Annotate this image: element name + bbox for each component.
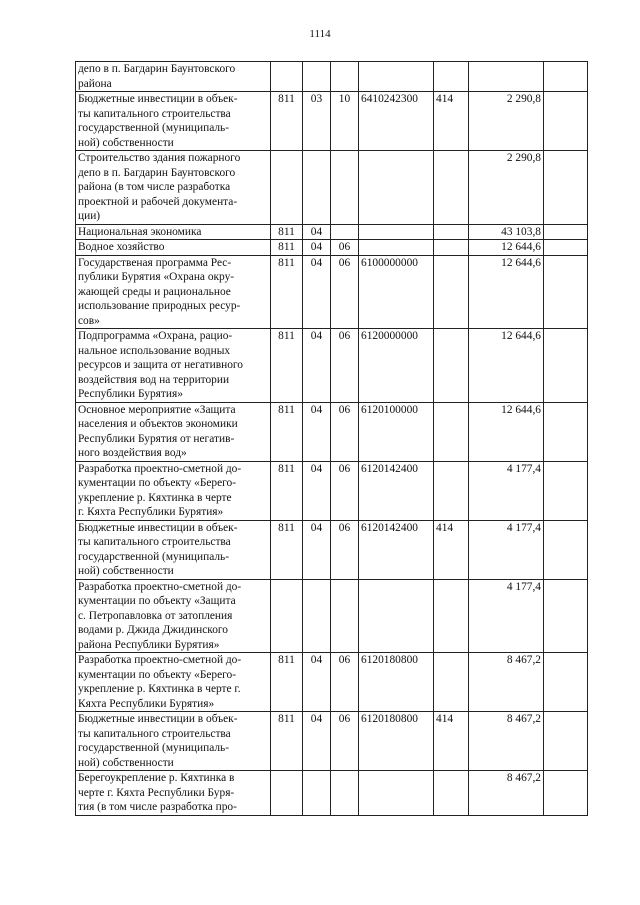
expense-type-text: 414 bbox=[436, 93, 454, 105]
subsection-code-cell bbox=[331, 712, 359, 771]
budget-table bbox=[75, 61, 588, 816]
target-article-cell bbox=[359, 771, 434, 816]
amount-cell bbox=[469, 579, 544, 653]
item-name-cell bbox=[76, 92, 271, 151]
table-row bbox=[76, 712, 588, 771]
table-row bbox=[76, 653, 588, 712]
amount-text: 12 644,6 bbox=[501, 241, 541, 253]
amount-text: 4 177,4 bbox=[506, 462, 541, 475]
item-name-cell bbox=[76, 461, 271, 520]
amount-text: 2 290,8 bbox=[506, 152, 541, 164]
ministry-code-cell bbox=[271, 520, 303, 579]
amount-cell bbox=[469, 255, 544, 329]
subsection-code-cell bbox=[331, 240, 359, 256]
ministry-code-text: 811 bbox=[278, 330, 295, 342]
section-code-text: 04 bbox=[310, 403, 323, 416]
ministry-code-cell bbox=[271, 402, 303, 461]
subsection-code-cell bbox=[331, 520, 359, 579]
target-article-text: 6410242300 bbox=[361, 93, 418, 105]
subsection-code-cell bbox=[331, 224, 359, 240]
subsection-code-cell bbox=[331, 255, 359, 329]
ministry-code-text: 811 bbox=[278, 403, 295, 416]
amount-cell bbox=[469, 712, 544, 771]
target-article-cell bbox=[359, 92, 434, 151]
target-article-cell bbox=[359, 520, 434, 579]
expense-type-cell bbox=[434, 255, 469, 329]
item-name-text: Разработка проектно-сметной до- кументации по объекту «Защита с. Петропавловка от затопления водами р. Джида Джидинского района Республики Бурятия» bbox=[78, 580, 242, 651]
section-code-text: 04 bbox=[310, 330, 323, 342]
amount-text: 8 467,2 bbox=[506, 654, 541, 666]
ministry-code-text: 811 bbox=[278, 654, 295, 666]
table-row bbox=[76, 771, 588, 816]
target-article-cell bbox=[359, 255, 434, 329]
subsection-code-cell bbox=[331, 151, 359, 225]
item-name-text: Основное мероприятие «Защита населения и объектов экономики Республики Бурятия от негатив- ного воздействия вод» bbox=[78, 403, 238, 459]
target-article-cell bbox=[359, 461, 434, 520]
amount-cell bbox=[469, 520, 544, 579]
target-article-text: 6120180800 bbox=[361, 654, 418, 666]
subsection-code-cell bbox=[331, 579, 359, 653]
target-article-text: 6120142400 bbox=[361, 462, 418, 475]
subsection-code-text: 10 bbox=[338, 93, 351, 105]
ministry-code-cell bbox=[271, 329, 303, 403]
table-row bbox=[76, 520, 588, 579]
subsection-code-cell bbox=[331, 62, 359, 92]
item-name-cell bbox=[76, 62, 271, 92]
subsection-code-text: 06 bbox=[338, 330, 351, 342]
ministry-code-cell bbox=[271, 653, 303, 712]
expense-type-cell bbox=[434, 62, 469, 92]
item-name-cell bbox=[76, 402, 271, 461]
expense-type-text: 414 bbox=[436, 713, 454, 725]
target-article-cell bbox=[359, 224, 434, 240]
item-name-text: Подпрограмма «Охрана, рацио- нальное использование водных ресурсов и защита от негативного воздействия вод на территории Республики Бурятия» bbox=[78, 330, 243, 400]
section-code-text: 04 bbox=[310, 654, 323, 666]
ministry-code-cell bbox=[271, 240, 303, 256]
target-article-cell bbox=[359, 712, 434, 771]
table-row bbox=[76, 402, 588, 461]
expense-type-cell bbox=[434, 771, 469, 816]
expense-type-cell bbox=[434, 402, 469, 461]
ministry-code-text: 811 bbox=[278, 462, 295, 475]
table-row bbox=[76, 224, 588, 240]
extra-column-cell bbox=[544, 255, 588, 329]
extra-column-cell bbox=[544, 92, 588, 151]
amount-cell bbox=[469, 771, 544, 816]
extra-column-cell bbox=[544, 520, 588, 579]
extra-column-cell bbox=[544, 653, 588, 712]
subsection-code-text: 06 bbox=[338, 654, 351, 666]
section-code-cell bbox=[303, 771, 331, 816]
subsection-code-text: 06 bbox=[338, 462, 351, 475]
item-name-text: Строительство здания пожарного депо в п. Багдарин Баунтовского района (в том числе разработка проектной и рабочей документа- ции) bbox=[78, 152, 241, 222]
table-row bbox=[76, 255, 588, 329]
expense-type-cell bbox=[434, 520, 469, 579]
expense-type-cell bbox=[434, 329, 469, 403]
item-name-cell bbox=[76, 224, 271, 240]
extra-column-cell bbox=[544, 771, 588, 816]
target-article-text: 6120180800 bbox=[361, 713, 418, 725]
item-name-cell bbox=[76, 653, 271, 712]
item-name-text: Разработка проектно-сметной до- кументации по объекту «Берего- укрепление р. Кяхтинка в черте г. Кяхта Республики Бурятия» bbox=[78, 462, 242, 518]
amount-cell bbox=[469, 151, 544, 225]
section-code-cell bbox=[303, 92, 331, 151]
expense-type-cell bbox=[434, 224, 469, 240]
extra-column-cell bbox=[544, 151, 588, 225]
section-code-cell bbox=[303, 520, 331, 579]
item-name-cell bbox=[76, 712, 271, 771]
item-name-text: Бюджетные инвестиции в объек- ты капитального строительства государственной (муниципаль- ной) собственности bbox=[78, 713, 238, 769]
item-name-text: Берегоукрепление р. Кяхтинка в черте г. Кяхта Республики Буря- тия (в том числе разработка про- bbox=[78, 772, 237, 813]
subsection-code-cell bbox=[331, 461, 359, 520]
section-code-text: 04 bbox=[310, 241, 323, 253]
section-code-text: 04 bbox=[310, 462, 323, 475]
amount-text: 12 644,6 bbox=[501, 256, 541, 269]
item-name-cell bbox=[76, 255, 271, 329]
expense-type-cell bbox=[434, 579, 469, 653]
ministry-code-text: 811 bbox=[278, 241, 295, 253]
subsection-code-text: 06 bbox=[338, 256, 351, 269]
amount-cell bbox=[469, 461, 544, 520]
subsection-code-cell bbox=[331, 402, 359, 461]
amount-cell bbox=[469, 224, 544, 240]
extra-column-cell bbox=[544, 712, 588, 771]
amount-cell bbox=[469, 653, 544, 712]
amount-cell bbox=[469, 62, 544, 92]
section-code-text: 04 bbox=[310, 713, 323, 725]
subsection-code-cell bbox=[331, 92, 359, 151]
target-article-cell bbox=[359, 240, 434, 256]
table-row bbox=[76, 240, 588, 256]
target-article-cell bbox=[359, 402, 434, 461]
ministry-code-cell bbox=[271, 712, 303, 771]
subsection-code-text: 06 bbox=[338, 521, 351, 534]
target-article-cell bbox=[359, 151, 434, 225]
section-code-text: 04 bbox=[310, 521, 323, 534]
section-code-text: 04 bbox=[310, 256, 323, 269]
ministry-code-cell bbox=[271, 224, 303, 240]
section-code-cell bbox=[303, 579, 331, 653]
extra-column-cell bbox=[544, 461, 588, 520]
item-name-text: Разработка проектно-сметной до- кументации по объекту «Берего- укрепление р. Кяхтинка в черте г. Кяхта Республики Бурятия» bbox=[78, 654, 242, 710]
amount-text: 2 290,8 bbox=[506, 93, 541, 105]
section-code-cell bbox=[303, 712, 331, 771]
target-article-cell bbox=[359, 579, 434, 653]
item-name-text: Бюджетные инвестиции в объек- ты капитального строительства государственной (муниципаль- ной) собственности bbox=[78, 93, 238, 149]
expense-type-cell bbox=[434, 712, 469, 771]
amount-text: 4 177,4 bbox=[506, 521, 541, 534]
table-row bbox=[76, 579, 588, 653]
target-article-text: 6120000000 bbox=[361, 330, 418, 342]
subsection-code-text: 06 bbox=[338, 403, 351, 416]
section-code-cell bbox=[303, 240, 331, 256]
target-article-cell bbox=[359, 329, 434, 403]
item-name-text: депо в п. Багдарин Баунтовского района bbox=[78, 63, 236, 90]
item-name-text: Водное хозяйство bbox=[78, 241, 165, 253]
section-code-cell bbox=[303, 653, 331, 712]
ministry-code-cell bbox=[271, 62, 303, 92]
ministry-code-text: 811 bbox=[278, 93, 295, 105]
ministry-code-text: 811 bbox=[278, 225, 295, 238]
expense-type-cell bbox=[434, 653, 469, 712]
extra-column-cell bbox=[544, 224, 588, 240]
table-row bbox=[76, 461, 588, 520]
ministry-code-cell bbox=[271, 255, 303, 329]
item-name-cell bbox=[76, 771, 271, 816]
subsection-code-cell bbox=[331, 653, 359, 712]
item-name-cell bbox=[76, 329, 271, 403]
target-article-text: 6120142400 bbox=[361, 521, 418, 534]
ministry-code-cell bbox=[271, 579, 303, 653]
ministry-code-text: 811 bbox=[278, 256, 295, 269]
section-code-cell bbox=[303, 62, 331, 92]
page-number: 1114 bbox=[309, 28, 331, 40]
section-code-text: 03 bbox=[310, 93, 323, 105]
amount-text: 8 467,2 bbox=[506, 772, 541, 784]
extra-column-cell bbox=[544, 62, 588, 92]
extra-column-cell bbox=[544, 329, 588, 403]
table-row bbox=[76, 151, 588, 225]
extra-column-cell bbox=[544, 240, 588, 256]
target-article-text: 6100000000 bbox=[361, 256, 418, 269]
ministry-code-text: 811 bbox=[278, 521, 295, 534]
target-article-cell bbox=[359, 62, 434, 92]
subsection-code-text: 06 bbox=[338, 241, 351, 253]
subsection-code-cell bbox=[331, 329, 359, 403]
item-name-text: Бюджетные инвестиции в объек- ты капитального строительства государственной (муниципаль- ной) собственности bbox=[78, 521, 238, 577]
table-row bbox=[76, 329, 588, 403]
expense-type-cell bbox=[434, 151, 469, 225]
expense-type-text: 414 bbox=[436, 521, 454, 534]
amount-text: 12 644,6 bbox=[501, 330, 541, 342]
section-code-cell bbox=[303, 461, 331, 520]
ministry-code-cell bbox=[271, 151, 303, 225]
expense-type-cell bbox=[434, 240, 469, 256]
amount-cell bbox=[469, 402, 544, 461]
target-article-text: 6120100000 bbox=[361, 403, 418, 416]
ministry-code-cell bbox=[271, 461, 303, 520]
expense-type-cell bbox=[434, 92, 469, 151]
ministry-code-text: 811 bbox=[278, 713, 295, 725]
section-code-cell bbox=[303, 402, 331, 461]
item-name-text: Национальная экономика bbox=[78, 225, 202, 238]
ministry-code-cell bbox=[271, 92, 303, 151]
table-row bbox=[76, 92, 588, 151]
item-name-cell bbox=[76, 520, 271, 579]
item-name-text: Государственая программа Рес- публики Бурятия «Охрана окру- жающей среды и рациональное использование природных ресур- сов» bbox=[78, 256, 241, 327]
extra-column-cell bbox=[544, 402, 588, 461]
amount-text: 43 103,8 bbox=[501, 225, 541, 238]
item-name-cell bbox=[76, 579, 271, 653]
amount-cell bbox=[469, 240, 544, 256]
budget-table-body bbox=[76, 62, 588, 816]
expense-type-cell bbox=[434, 461, 469, 520]
subsection-code-text: 06 bbox=[338, 713, 351, 725]
amount-cell bbox=[469, 329, 544, 403]
subsection-code-cell bbox=[331, 771, 359, 816]
section-code-cell bbox=[303, 329, 331, 403]
ministry-code-cell bbox=[271, 771, 303, 816]
item-name-cell bbox=[76, 240, 271, 256]
table-row bbox=[76, 62, 588, 92]
target-article-cell bbox=[359, 653, 434, 712]
section-code-cell bbox=[303, 224, 331, 240]
amount-text: 8 467,2 bbox=[506, 713, 541, 725]
item-name-cell bbox=[76, 151, 271, 225]
section-code-cell bbox=[303, 151, 331, 225]
amount-text: 4 177,4 bbox=[506, 580, 541, 593]
section-code-cell bbox=[303, 255, 331, 329]
amount-cell bbox=[469, 92, 544, 151]
amount-text: 12 644,6 bbox=[501, 403, 541, 416]
extra-column-cell bbox=[544, 579, 588, 653]
section-code-text: 04 bbox=[310, 225, 323, 238]
